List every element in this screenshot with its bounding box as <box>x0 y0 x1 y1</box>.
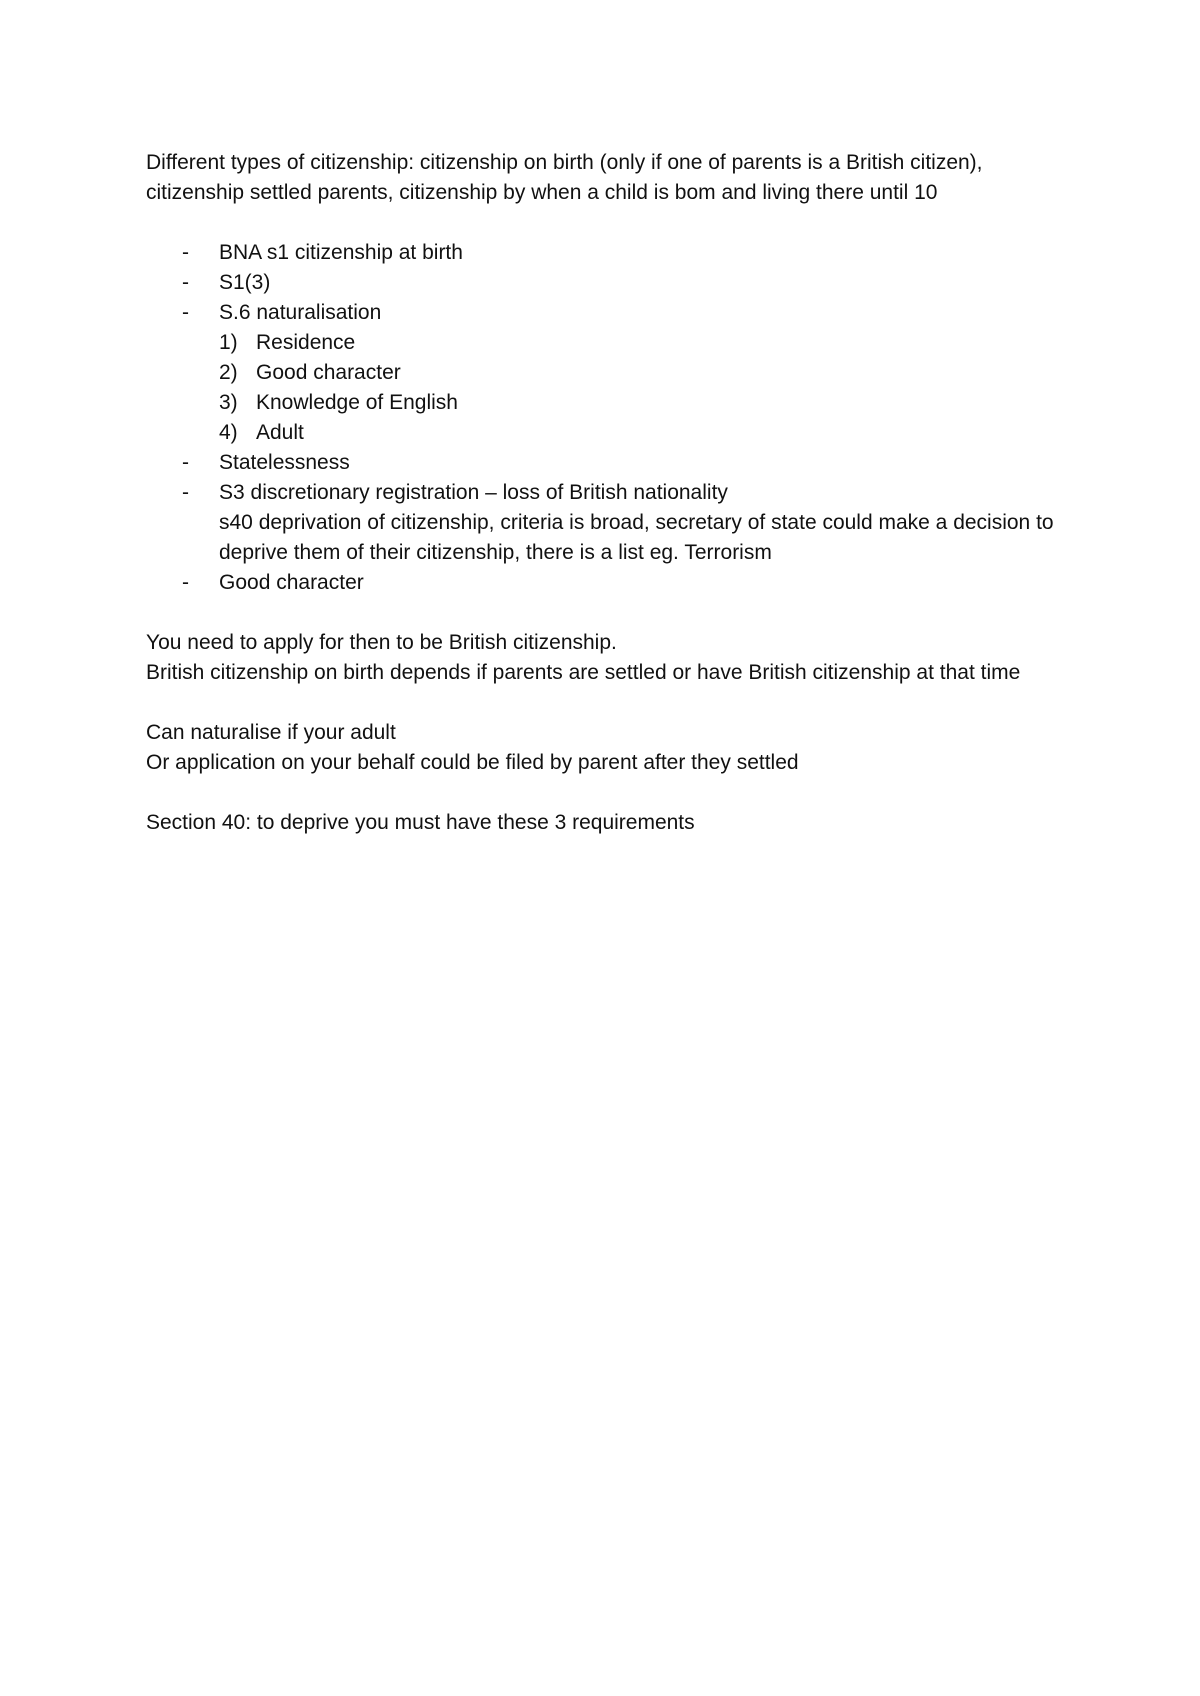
numbered-item-residence <box>219 328 1076 358</box>
intro-paragraph: Different types of citizenship: citizenship on birth (only if one of parents is a British citizen), citizenship settled parents, citizenship by when a child is bom and living there until 10 <box>146 151 983 204</box>
bullet-item-bna-s1 <box>146 238 1076 268</box>
paragraph-gap <box>146 598 1076 628</box>
birth-paragraph: British citizenship on birth depends if parents are settled or have British citizenship at that time <box>146 661 1021 684</box>
item-number: 2) <box>219 361 238 384</box>
bullet-text: S3 discretionary registration – loss of British nationality <box>219 481 728 504</box>
document-body <box>146 148 1076 838</box>
apply-paragraph: You need to apply for then to be British citizenship. <box>146 631 617 654</box>
bullet-item-statelessness <box>146 448 1076 478</box>
item-text: Adult <box>256 421 304 444</box>
item-number: 4) <box>219 421 238 444</box>
numbered-item-knowledge-of-english <box>219 388 1076 418</box>
bullet-dash: - <box>182 271 189 294</box>
bullet-dash: - <box>182 571 189 594</box>
bullet-text: Good character <box>219 571 364 594</box>
paragraph-gap <box>146 688 1076 718</box>
bullet-text: S.6 naturalisation <box>219 301 382 324</box>
item-number: 1) <box>219 331 238 354</box>
paragraph-gap <box>146 208 1076 238</box>
citizenship-bullet-list <box>146 238 1076 598</box>
bullet-dash: - <box>182 241 189 264</box>
paragraph-gap <box>146 778 1076 808</box>
bullet-item-good-character <box>146 568 1076 598</box>
bullet-item-s6-naturalisation <box>146 298 1076 448</box>
bullet-dash: - <box>182 301 189 324</box>
section40-paragraph: Section 40: to deprive you must have these 3 requirements <box>146 811 695 834</box>
numbered-item-adult <box>219 418 1076 448</box>
naturalisation-numbered-list <box>219 328 1076 448</box>
bullet-item-s1-3 <box>146 268 1076 298</box>
application-paragraph: Or application on your behalf could be filed by parent after they settled <box>146 751 799 774</box>
bullet-text: Statelessness <box>219 451 350 474</box>
naturalise-paragraph: Can naturalise if your adult <box>146 721 396 744</box>
bullet-item-s3-registration <box>146 478 1076 568</box>
bullet-text: BNA s1 citizenship at birth <box>219 241 463 264</box>
s40-note: s40 deprivation of citizenship, criteria is broad, secretary of state could make a decision to deprive them of their citizenship, there is a list eg. Terrorism <box>219 511 1054 564</box>
bullet-dash: - <box>182 481 189 504</box>
item-text: Residence <box>256 331 356 354</box>
bullet-text: S1(3) <box>219 271 271 294</box>
numbered-item-good-character <box>219 358 1076 388</box>
item-text: Knowledge of English <box>256 391 458 414</box>
item-number: 3) <box>219 391 238 414</box>
item-text: Good character <box>256 361 401 384</box>
bullet-dash: - <box>182 451 189 474</box>
